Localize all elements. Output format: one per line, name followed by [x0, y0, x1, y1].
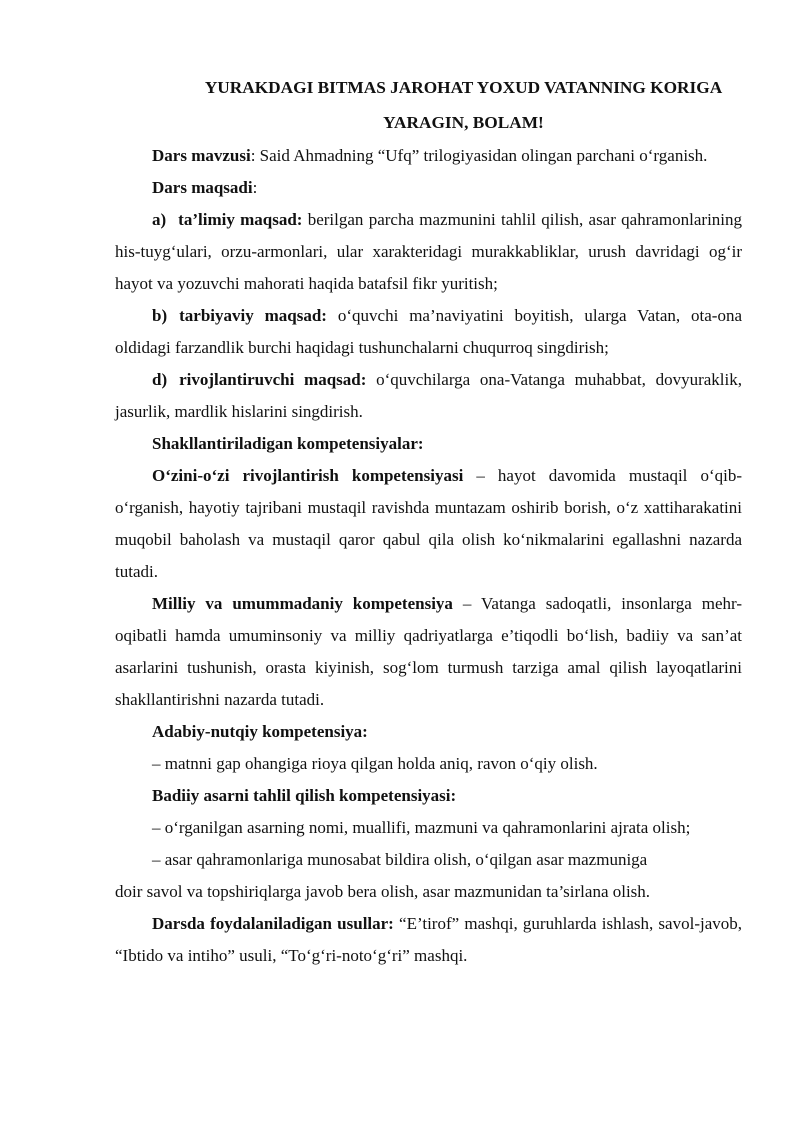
competency-self-development	[115, 460, 742, 588]
lesson-topic-text: : Said Ahmadning “Ufq” trilogiyasidan olingan parchani o‘rganish.	[250, 146, 708, 165]
goal-upbringing-text: o‘quvchi ma’naviyatini boyitish, ularga Vatan, ota-ona oldidagi farzandlik burchi haqidagi tushunchalarni chuqurroq singdirish;	[115, 306, 742, 357]
lesson-topic	[115, 140, 742, 172]
goal-developmental	[115, 364, 742, 428]
competency-analysis-item-2-line-1: – asar qahramonlariga munosabat bildira olish, o‘qilgan asar mazmuniga	[152, 850, 648, 869]
competency-literary-speech-heading: Adabiy-nutqiy kompetensiya:	[152, 722, 368, 741]
competency-analysis-heading: Badiiy asarni tahlil qilish kompetensiyasi:	[152, 786, 457, 805]
goal-educational	[115, 204, 742, 300]
competency-national-cultural-title: Milliy va umummadaniy kompetensiya	[152, 594, 453, 613]
lesson-methods-label: Darsda foydalaniladigan usullar:	[152, 914, 394, 933]
competency-self-development-text: – hayot davomida mustaqil o‘qib-o‘rganish, hayotiy tajribani mustaqil ravishda muntazam oshirib borish, o‘z xattiharakatini muqobil baholash va mustaqil qaror qabul qila olish ko‘nikmalarini egallashni nazarda tutadi.	[115, 466, 743, 581]
lesson-topic-label: Dars mavzusi	[152, 146, 251, 165]
lesson-methods	[115, 908, 742, 972]
goal-developmental-text: o‘quvchilarga ona-Vatanga muhabbat, dovyuraklik, jasurlik, mardlik hislarini singdirish.	[115, 370, 743, 421]
goal-upbringing-title: tarbiyaviy maqsad:	[179, 306, 327, 325]
lesson-goals-label: Dars maqsadi	[152, 178, 253, 197]
competencies-heading: Shakllantiriladigan kompetensiyalar:	[152, 434, 424, 453]
competency-literary-speech-item: – matnni gap ohangiga rioya qilgan holda aniq, ravon o‘qiy olish.	[152, 754, 598, 773]
goal-upbringing-letter: b)	[152, 306, 168, 325]
goal-educational-title: ta’limiy maqsad:	[178, 210, 303, 229]
competency-analysis-item-2-line-2: doir savol va topshiriqlarga javob bera olish, asar mazmunidan ta’sirlana olish.	[115, 882, 651, 901]
competency-analysis-item-1: – o‘rganilgan asarning nomi, muallifi, mazmuni va qahramonlarini ajrata olish;	[152, 818, 691, 837]
competency-self-development-title: O‘zini-o‘zi rivojlantirish kompetensiyasi	[152, 466, 464, 485]
lesson-goals-heading	[115, 172, 742, 204]
document-title	[115, 70, 742, 140]
lesson-methods-text: “E’tirof” mashqi, guruhlarda ishlash, savol-javob, “Ibtido va intiho” usuli, “To‘g‘ri-noto‘g‘ri” mashqi.	[115, 914, 742, 965]
goal-developmental-title: rivojlantiruvchi maqsad:	[179, 370, 367, 389]
goal-upbringing	[115, 300, 742, 364]
competency-national-cultural-text: – Vatanga sadoqatli, insonlarga mehr-oqibatli hamda umuminsoniy va milliy qadriyatlarga e’tiqodli bo‘lish, badiiy va san’at asarlarini tushunish, orasta kiyinish, sog‘lom turmush tarziga amal qilish layoqatlarini shakllantirishni nazarda tutadi.	[115, 594, 742, 709]
goal-educational-text: berilgan parcha mazmunini tahlil qilish, asar qahramonlarining his-tuyg‘ulari, orzu-armonlari, ular xarakteridagi murakkabliklar, urush davridagi og‘ir hayot va yozuvchi mahorati haqida batafsil fikr yuritish;	[115, 210, 743, 293]
title-line-1: YURAKDAGI BITMAS JAROHAT YOXUD VATANNING KORIGA	[204, 78, 723, 97]
document-page	[115, 70, 742, 972]
competency-national-cultural	[115, 588, 742, 716]
goal-educational-letter: a)	[152, 210, 167, 229]
lesson-goals-colon: :	[252, 178, 258, 197]
title-line-2: YARAGIN, BOLAM!	[383, 113, 544, 132]
goal-developmental-letter: d)	[152, 370, 168, 389]
